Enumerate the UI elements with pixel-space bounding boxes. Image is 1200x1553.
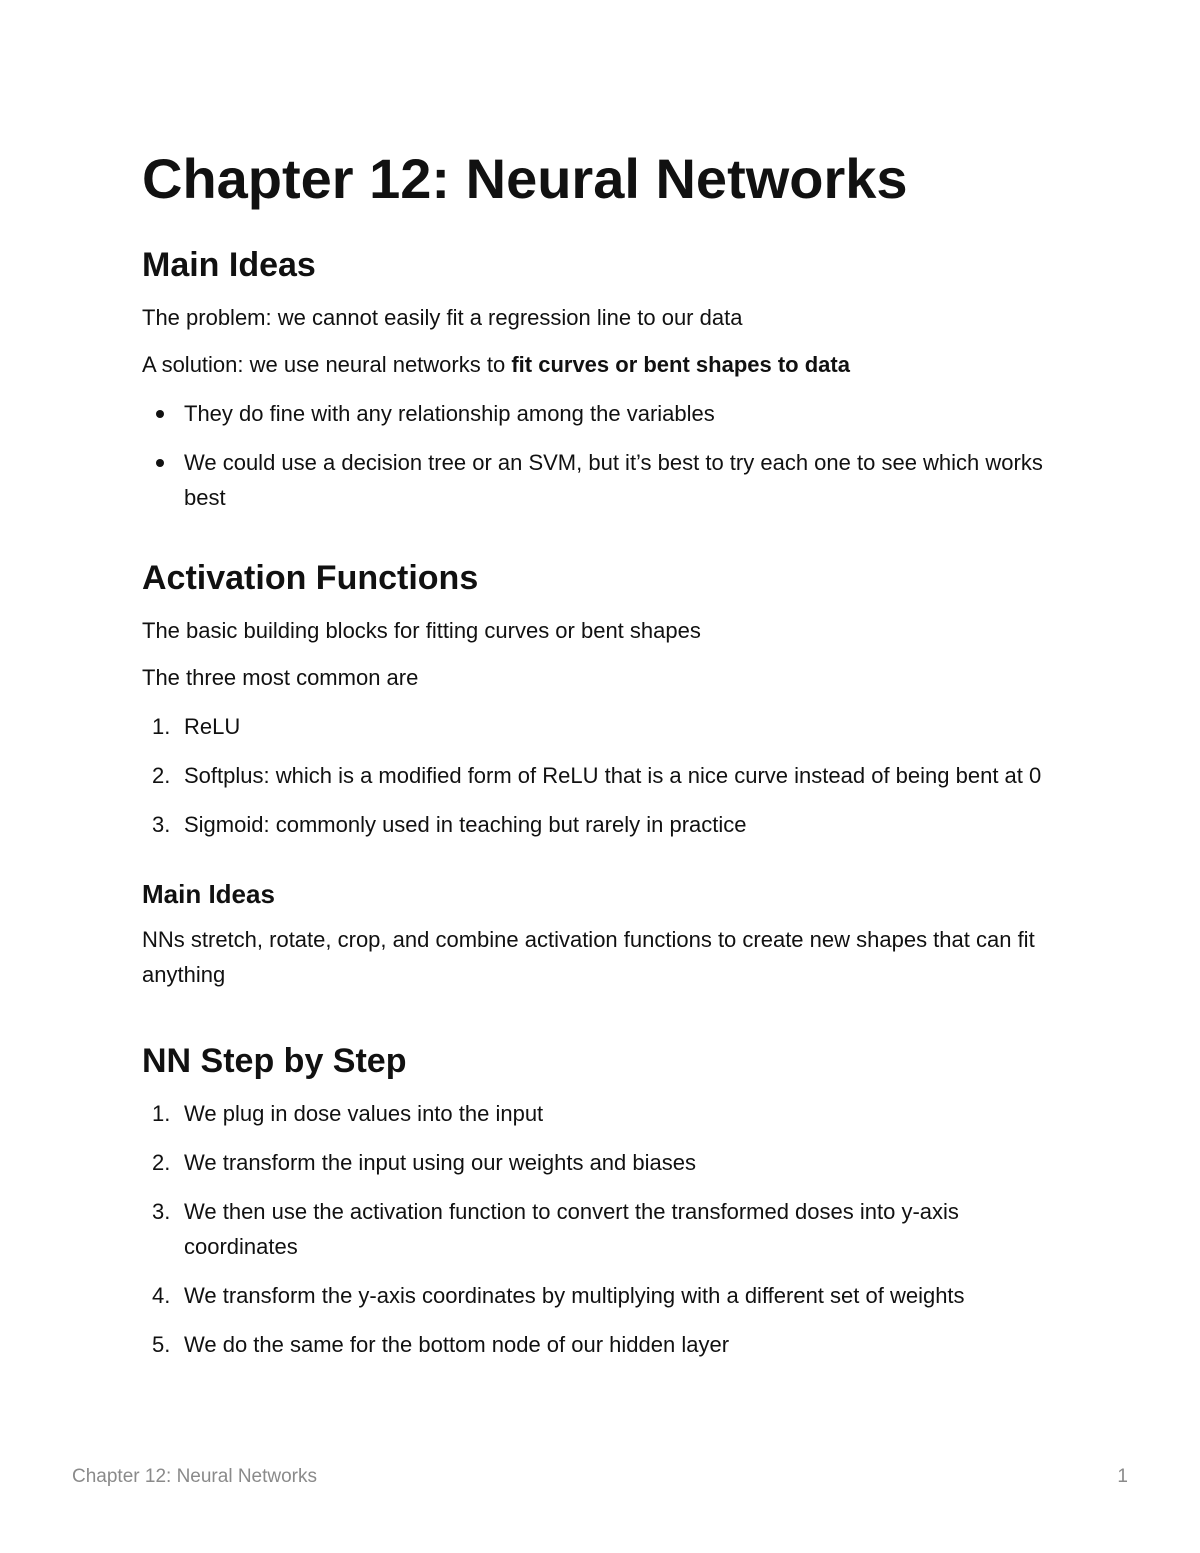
section-heading-steps: NN Step by Step xyxy=(142,1042,407,1080)
numbered-item: 1. We plug in dose values into the input xyxy=(152,1101,544,1126)
footer-title: Chapter 12: Neural Networks xyxy=(72,1466,317,1487)
numbered-text: Sigmoid: commonly used in teaching but rarely in practice xyxy=(184,812,747,837)
bullet-text: We could use a decision tree or an SVM, but it’s best to try each one to see which works best xyxy=(184,450,1043,510)
bullet-item xyxy=(142,445,1072,515)
numbered-item: 3. We then use the activation function to convert the transformed doses into y-axis coordinates xyxy=(152,1199,959,1259)
numbered-text: We plug in dose values into the input xyxy=(184,1101,544,1126)
activation-common: The three most common are xyxy=(142,665,419,690)
bullet-icon xyxy=(156,410,164,418)
numbered-text: We transform the y-axis coordinates by multiplying with a different set of weights xyxy=(184,1283,965,1308)
activation-list xyxy=(142,709,1072,842)
numbered-text: We then use the activation function to convert the transformed doses into y-axis coordinates xyxy=(184,1199,959,1259)
section-heading-activation: Activation Functions xyxy=(142,559,479,597)
problem-text: The problem: we cannot easily fit a regression line to our data xyxy=(142,305,743,330)
numbered-item: 2. Softplus: which is a modified form of ReLU that is a nice curve instead of being bent at 0 xyxy=(152,763,1042,788)
solution-prefix: A solution: we use neural networks to xyxy=(142,352,512,377)
footer-page-number: 1 xyxy=(1117,1466,1128,1487)
numbered-text: ReLU xyxy=(184,714,241,739)
steps-list xyxy=(142,1096,1072,1362)
numbered-text: We do the same for the bottom node of our hidden layer xyxy=(184,1332,730,1357)
bullet-text: They do fine with any relationship among the variables xyxy=(184,401,715,426)
section-heading-main-ideas: Main Ideas xyxy=(142,246,316,284)
main-ideas-bullets xyxy=(142,396,1072,515)
bullet-icon xyxy=(156,459,164,467)
bullet-item xyxy=(142,396,1072,431)
numbered-text: Softplus: which is a modified form of ReLU that is a nice curve instead of being bent at 0 xyxy=(184,763,1042,788)
numbered-item: 5. We do the same for the bottom node of our hidden layer xyxy=(152,1332,730,1357)
activation-intro: The basic building blocks for fitting curves or bent shapes xyxy=(142,618,701,643)
page-content xyxy=(142,140,1072,1362)
numbered-item: 1. ReLU xyxy=(152,714,241,739)
page-title: Chapter 12: Neural Networks xyxy=(142,147,908,210)
numbered-text: We transform the input using our weights and biases xyxy=(184,1150,696,1175)
solution-text xyxy=(142,347,1072,382)
numbered-item: 3. Sigmoid: commonly used in teaching but rarely in practice xyxy=(152,812,747,837)
solution-bold: fit curves or bent shapes to data xyxy=(511,352,850,377)
subsection-text: NNs stretch, rotate, crop, and combine activation functions to create new shapes that can fit anything xyxy=(142,927,1035,987)
numbered-item: 2. We transform the input using our weights and biases xyxy=(152,1150,696,1175)
subsection-heading-main-ideas: Main Ideas xyxy=(142,879,275,909)
numbered-item: 4. We transform the y-axis coordinates by multiplying with a different set of weights xyxy=(152,1283,965,1308)
